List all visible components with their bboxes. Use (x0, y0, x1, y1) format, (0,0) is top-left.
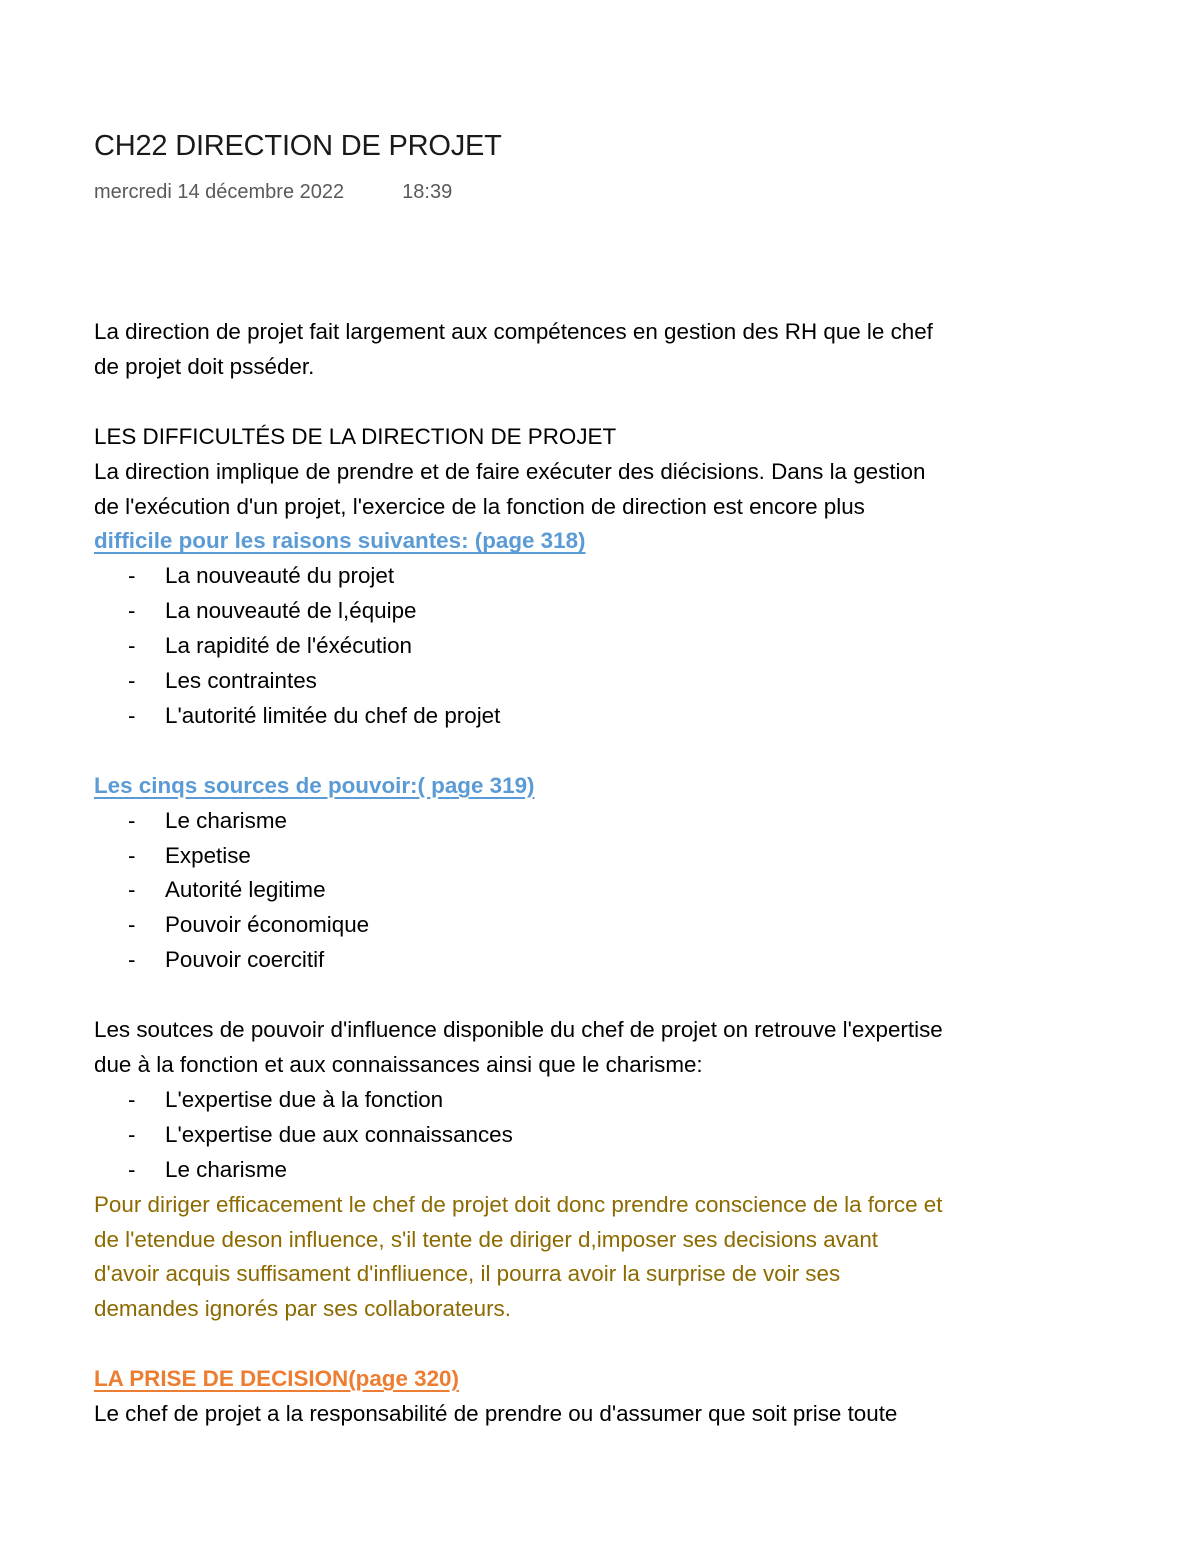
blank-line (94, 1327, 1124, 1362)
decision-heading[interactable]: LA PRISE DE DECISION(page 320) (94, 1366, 459, 1392)
decision-line-1: Le chef de projet a la responsabilité de prendre ou d'assumer que soit prise toute (94, 1401, 898, 1427)
list-item-text: Expetise (165, 842, 251, 868)
difficultes-line-1: La direction implique de prendre et de faire exécuter des diécisions. Dans la gestion (94, 458, 926, 484)
difficultes-page-link[interactable]: difficile pour les raisons suivantes: (page 318) (94, 528, 586, 554)
list-item (94, 908, 1124, 943)
sources-heading-line (94, 769, 1124, 804)
list-dash: - (128, 1156, 136, 1182)
list-item-text: Les contraintes (165, 668, 317, 694)
difficultes-link-line (94, 524, 1124, 559)
list-item-text: La nouveauté de l,équipe (165, 598, 417, 624)
influence-note-line-4: demandes ignorés par ses collaborateurs. (94, 1296, 511, 1322)
list-item-text: L'autorité limitée du chef de projet (165, 702, 501, 728)
influence-line-2: due à la fonction et aux connaissances ainsi que le charisme: (94, 1051, 703, 1077)
page-metadata (94, 181, 452, 204)
list-item-text: La nouveauté du projet (165, 563, 395, 589)
difficultes-list (94, 559, 1124, 734)
list-dash: - (128, 598, 136, 624)
list-item-text: Le charisme (165, 1156, 287, 1182)
decision-heading-line (94, 1362, 1124, 1397)
blank-line (94, 734, 1124, 769)
influence-note-line-3: d'avoir acquis suffisament d'infliuence, il pourra avoir la surprise de voir ses (94, 1261, 841, 1287)
list-item-text: La rapidité de l'éxécution (165, 633, 413, 659)
list-dash: - (128, 1086, 136, 1112)
sources-page-link[interactable]: Les cinqs sources de pouvoir:( page 319) (94, 772, 535, 798)
list-dash: - (128, 702, 136, 728)
blank-line (94, 978, 1124, 1013)
list-dash: - (128, 563, 136, 589)
list-item (94, 839, 1124, 874)
intro-line-1: La direction de projet fait largement aux compétences en gestion des RH que le chef (94, 319, 933, 344)
list-item (94, 943, 1124, 978)
list-item-text: Pouvoir économique (165, 912, 370, 938)
list-item-text: Autorité legitime (165, 877, 326, 903)
list-item-text: Le charisme (165, 807, 287, 833)
list-item-text: Pouvoir coercitif (165, 947, 325, 973)
list-item (94, 559, 1124, 594)
list-item-text: L'expertise due aux connaissances (165, 1121, 513, 1147)
list-item (94, 804, 1124, 839)
note-body[interactable] (94, 315, 1124, 1432)
difficultes-heading: LES DIFFICULTÉS DE LA DIRECTION DE PROJET (94, 423, 617, 449)
influence-note-line-1: Pour diriger efficacement le chef de projet doit donc prendre conscience de la force et (94, 1191, 943, 1217)
influence-note-line-2: de l'etendue deson influence, s'il tente de diriger d,imposer ses decisions avant (94, 1226, 878, 1252)
list-item (94, 594, 1124, 629)
list-dash: - (128, 877, 136, 903)
list-dash: - (128, 912, 136, 938)
list-dash: - (128, 807, 136, 833)
list-item (94, 699, 1124, 734)
list-dash: - (128, 668, 136, 694)
list-item (94, 1153, 1124, 1188)
list-item (94, 629, 1124, 664)
sources-list (94, 804, 1124, 979)
page-time: 18:39 (402, 181, 453, 203)
list-item (94, 1083, 1124, 1118)
list-dash: - (128, 947, 136, 973)
list-dash: - (128, 633, 136, 659)
page-date: mercredi 14 décembre 2022 (94, 181, 345, 203)
intro-line-2: de projet doit psséder. (94, 353, 315, 379)
list-dash: - (128, 842, 136, 868)
difficultes-line-2: de l'exécution d'un projet, l'exercice de la fonction de direction est encore plus (94, 493, 865, 519)
page-title: CH22 DIRECTION DE PROJET (94, 130, 502, 162)
blank-line (94, 385, 1124, 420)
list-item-text: L'expertise due à la fonction (165, 1086, 444, 1112)
list-item (94, 664, 1124, 699)
list-item (94, 873, 1124, 908)
influence-list (94, 1083, 1124, 1188)
influence-line-1: Les soutces de pouvoir d'influence disponible du chef de projet on retrouve l'expertise (94, 1017, 943, 1043)
list-dash: - (128, 1121, 136, 1147)
list-item (94, 1118, 1124, 1153)
